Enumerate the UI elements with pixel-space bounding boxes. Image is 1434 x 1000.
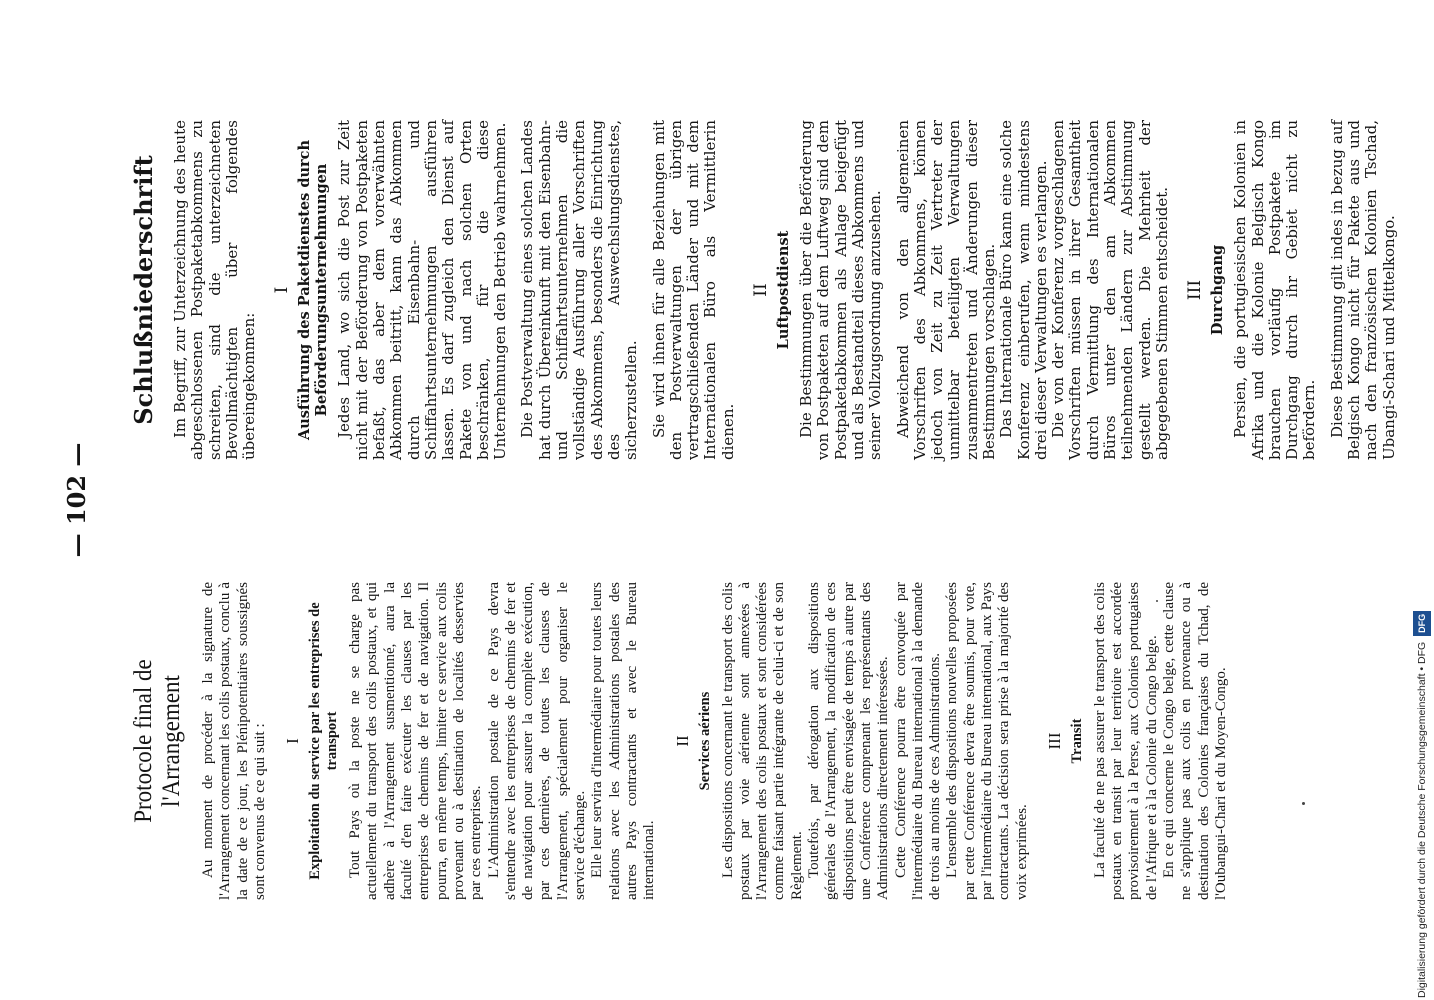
german-section-number: I xyxy=(272,286,293,294)
watermark-text: Digitalisierung gefördert durch die Deutsche Forschungsgemeinschaft • DFG xyxy=(1416,641,1428,998)
german-column xyxy=(0,120,1434,460)
french-title: Protocole final de l'Arrangement xyxy=(130,659,185,823)
french-section-number: III xyxy=(1044,732,1064,750)
french-paragraph: Toutefois, par dérogation aux dispositions générales de l'Arrangement, la modification de ces dispositions peut être envisagée de temps à autre par une Conférence comprenant les représentants des Administrations directement intéressées. xyxy=(806,582,892,900)
french-paragraph: La faculté de ne pas assurer le transport des colis postaux en transit par leur territoire est accordée provisoirement à la Perse, aux Colonies portugaises de l'Afrique et à la Colonie du Congo belge. xyxy=(1091,582,1160,900)
german-section-heading: Ausführung des Paketdienstes durch Beförderungsunternehmungen xyxy=(296,139,331,441)
scan-speck xyxy=(1156,600,1158,602)
french-section-heading: Exploitation du service par les entreprises de transport xyxy=(307,602,341,880)
german-paragraph: Die Postverwaltung eines solchen Landes hat durch Übereinkunft mit den Eisenbahn- und Schiffahrtsunternehmen die vollständige Ausführung aller Vorschriften des Abkommens, besonders die Einrichtung des Auswechslungsdienstes, sicherzustellen. xyxy=(518,120,641,460)
page-number: — 102 — xyxy=(62,442,91,558)
german-intro: Im Begriff, zur Unterzeichnung des heute abgeschlossenen Postpaketabkommens zu schreiten, sind die unterzeichneten Bevollmächtigten über folgendes übereingekommen: xyxy=(171,120,259,460)
german-paragraph: Die von der Konferenz vorgeschlagenen Vorschriften müssen in ihrer Gesamtheit durch Vermittlung des Internationalen Büros unter den am Abkommen teilnehmenden Ländern zur Abstimmung gestellt werden. Die Mehrheit der abgegebenen Stimmen entscheidet. xyxy=(1049,120,1171,460)
french-intro: Au moment de procéder à la signature de l'Arrangement concernant les colis postaux, conclu à la date de ce jour, les Plénipotentiaires soussignés sont convenus de ce qui suit : xyxy=(200,582,268,900)
german-section-number: II xyxy=(751,283,772,297)
french-paragraph: L'Administration postale de ce Pays devra s'entendre avec les entreprises de chemins de fer et de navigation pour assurer la complète exécution, par ces dernières, de toutes les clauses de l'Arrangement, spécialement pour organiser le service d'échange. xyxy=(485,582,589,900)
dfg-watermark xyxy=(1413,8,1431,998)
french-section-number: II xyxy=(672,735,692,747)
french-paragraph: En ce qui concerne le Congo belge, cette clause ne s'applique pas aux colis en provenance ou à destination des Colonies françaises du Tchad, de l'Oubangui-Chari et du Moyen-Congo. xyxy=(1161,582,1229,900)
french-paragraph: Tout Pays où la poste ne se charge pas actuellement du transport des colis postaux, et qui adhère à l'Arrangement susmentionné, aura la faculté d'en faire exécuter les clauses par les entreprises de chemins de fer et de navigation. Il pourra, en même temps, limiter ce service aux colis provenant ou à destination de localités desservies par ces entreprises. xyxy=(347,582,485,900)
french-paragraph: L'ensemble des dispositions nouvelles proposées par cette Conférence devra être soumis, pour vote, par l'intermédiaire du Bureau international, aux Pays contractants. La décision sera prise à la majorité des voix exprimées. xyxy=(944,582,1030,900)
french-column xyxy=(0,582,1434,900)
german-paragraph: Abweichend von den allgemeinen Vorschriften des Abkommens, können jedoch von Zeit zu Zeit Vertreter der unmittelbar beteiligten Verwaltungen zusammentreten und Änderungen dieser Bestimmungen vorschlagen. xyxy=(893,120,998,460)
german-paragraph: Persien, die portugiesischen Kolonien in Afrika und die Kolonie Belgisch Kongo brauchen vorläufig Postpakete im Durchgang durch ihr Gebiet nicht zu befördern. xyxy=(1231,120,1319,460)
french-section-number: I xyxy=(283,738,303,744)
german-paragraph: Sie wird ihnen für alle Beziehungen mit den Postverwaltungen der übrigen vertragschließenden Länder und mit dem Internationalen Büro als Vermittlerin dienen. xyxy=(649,120,737,460)
french-section-heading: Transit xyxy=(1068,718,1085,764)
german-section-heading: Luftpostdienst xyxy=(775,230,793,350)
dfg-logo: DFG xyxy=(1413,611,1431,636)
german-paragraph: Jedes Land, wo sich die Post zur Zeit nicht mit der Beförderung von Postpaketen befaßt, das aber dem vorerwähnten Abkommen beitritt, kann das Abkommen durch Eisenbahn- und Schiffahrtsunternehmungen ausführen lassen. Es darf zugleich den Dienst auf Pakete von und nach solchen Orten beschränken, für die diese Unternehmungen den Betrieb wahrnehmen. xyxy=(335,120,510,460)
german-title: Schlußniederschrift xyxy=(129,155,158,425)
german-paragraph: Die Bestimmungen über die Beförderung von Postpaketen auf dem Luftweg sind dem Postpaketabkommen als Anlage beigefügt und als Bestandteil dieses Abkommens und seiner Vollzugsordnung anzusehen. xyxy=(797,120,885,460)
french-paragraph: Cette Conférence pourra être convoquée par l'intermédiaire du Bureau international à la demande de trois au moins de ces Administrations. xyxy=(892,582,944,900)
german-section-heading: Durchgang xyxy=(1209,244,1227,336)
french-paragraph: Elle leur servira d'intermédiaire pour toutes leurs relations avec les Administrations postales des autres Pays contractants et avec le Bureau international. xyxy=(589,582,658,900)
german-section-number: III xyxy=(1185,279,1206,301)
german-paragraph: Diese Bestimmung gilt indes in bezug auf Belgisch Kongo nicht für Pakete aus und nach den französischen Kolonien Tschad, Ubangi-Schari und Mittelkongo. xyxy=(1327,120,1398,460)
german-paragraph: Das Internationale Büro kann eine solche Konferenz einberufen, wenn mindestens drei dieser Verwaltungen es verlangen. xyxy=(997,120,1050,460)
scan-speck xyxy=(1302,802,1305,805)
french-paragraph: Les dispositions concernant le transport des colis postaux par voie aérienne sont annexées à l'Arrangement des colis postaux et sont considérées comme faisant partie intégrante de celui-ci et de son Règlement. xyxy=(719,582,805,900)
french-section-heading: Services aériens xyxy=(696,691,713,791)
